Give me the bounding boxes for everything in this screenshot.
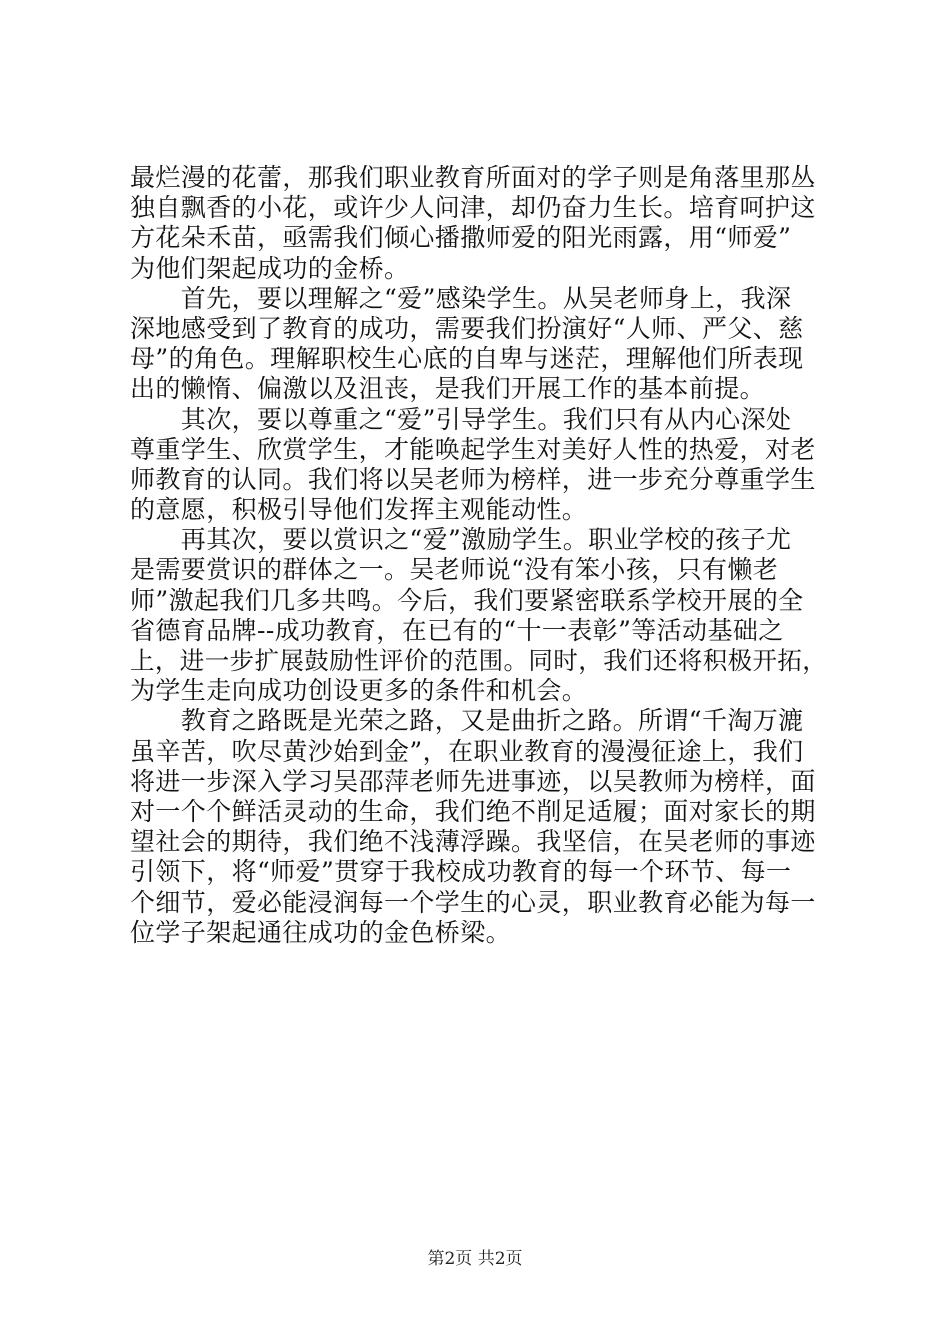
body-line: 母”的角色。理解职校生心底的自卑与迷茫，理解他们所表现 xyxy=(130,344,804,374)
body-line: 引领下，将“师爱”贯穿于我校成功教育的每一个环节、每一 xyxy=(130,857,792,887)
body-line: 个细节，爱必能浸润每一个学生的心灵，职业教育必能为每一 xyxy=(130,887,816,917)
body-line: 望社会的期待，我们绝不浅薄浮躁。我坚信，在吴老师的事迹 xyxy=(130,827,816,857)
body-line: 最烂漫的花蕾，那我们职业教育所面对的学子则是角落里那丛 xyxy=(130,163,816,192)
body-line: 师教育的认同。我们将以吴老师为榜样，进一步充分尊重学生 xyxy=(130,464,816,494)
body-line: 是需要赏识的群体之一。吴老师说“没有笨小孩，只有懒老 xyxy=(130,555,779,585)
body-line: 其次，要以尊重之“爱”引导学生。我们只有从内心深处 xyxy=(130,404,792,434)
body-line: 省德育品牌--成功教育，在已有的“十一表彰”等活动基础之 xyxy=(130,615,784,645)
body-line: 上，进一步扩展鼓励性评价的范围。同时，我们还将积极开拓， xyxy=(130,646,828,675)
body-line: 虽辛苦，吹尽黄沙始到金”，在职业教育的漫漫征途上，我们 xyxy=(130,736,804,766)
body-line: 深地感受到了教育的成功，需要我们扮演好“人师、严父、慈 xyxy=(130,313,804,343)
body-line: 独自飘香的小花，或许少人问津，却仍奋力生长。培育呵护这 xyxy=(130,193,816,223)
body-line: 为学生走向成功创设更多的条件和机会。 xyxy=(130,676,588,706)
body-line: 方花朵禾苗，亟需我们倾心播撒师爱的阳光雨露，用“师爱” xyxy=(130,223,792,253)
page-number-footer: 第2页 共2页 xyxy=(427,1249,523,1269)
document-body xyxy=(130,163,830,948)
body-line: 尊重学生、欣赏学生，才能唤起学生对美好人性的热爱，对老 xyxy=(130,434,816,464)
body-line: 对一个个鲜活灵动的生命，我们绝不削足适履；面对家长的期 xyxy=(130,796,816,826)
body-line: 师”激起我们几多共鸣。今后，我们要紧密联系学校开展的全 xyxy=(130,585,804,615)
body-line: 出的懒惰、偏激以及沮丧，是我们开展工作的基本前提。 xyxy=(130,374,766,404)
body-line: 将进一步深入学习吴邵萍老师先进事迹，以吴教师为榜样，面 xyxy=(130,766,816,796)
body-line: 的意愿，积极引导他们发挥主观能动性。 xyxy=(130,495,588,525)
body-line: 首先，要以理解之“爱”感染学生。从吴老师身上，我深 xyxy=(130,283,792,313)
body-line: 为他们架起成功的金桥。 xyxy=(130,253,410,283)
body-line: 教育之路既是光荣之路，又是曲折之路。所谓“千淘万漉 xyxy=(130,706,804,736)
body-line: 位学子架起通往成功的金色桥梁。 xyxy=(130,917,512,947)
body-line: 再其次，要以赏识之“爱”激励学生。职业学校的孩子尤 xyxy=(130,525,792,555)
